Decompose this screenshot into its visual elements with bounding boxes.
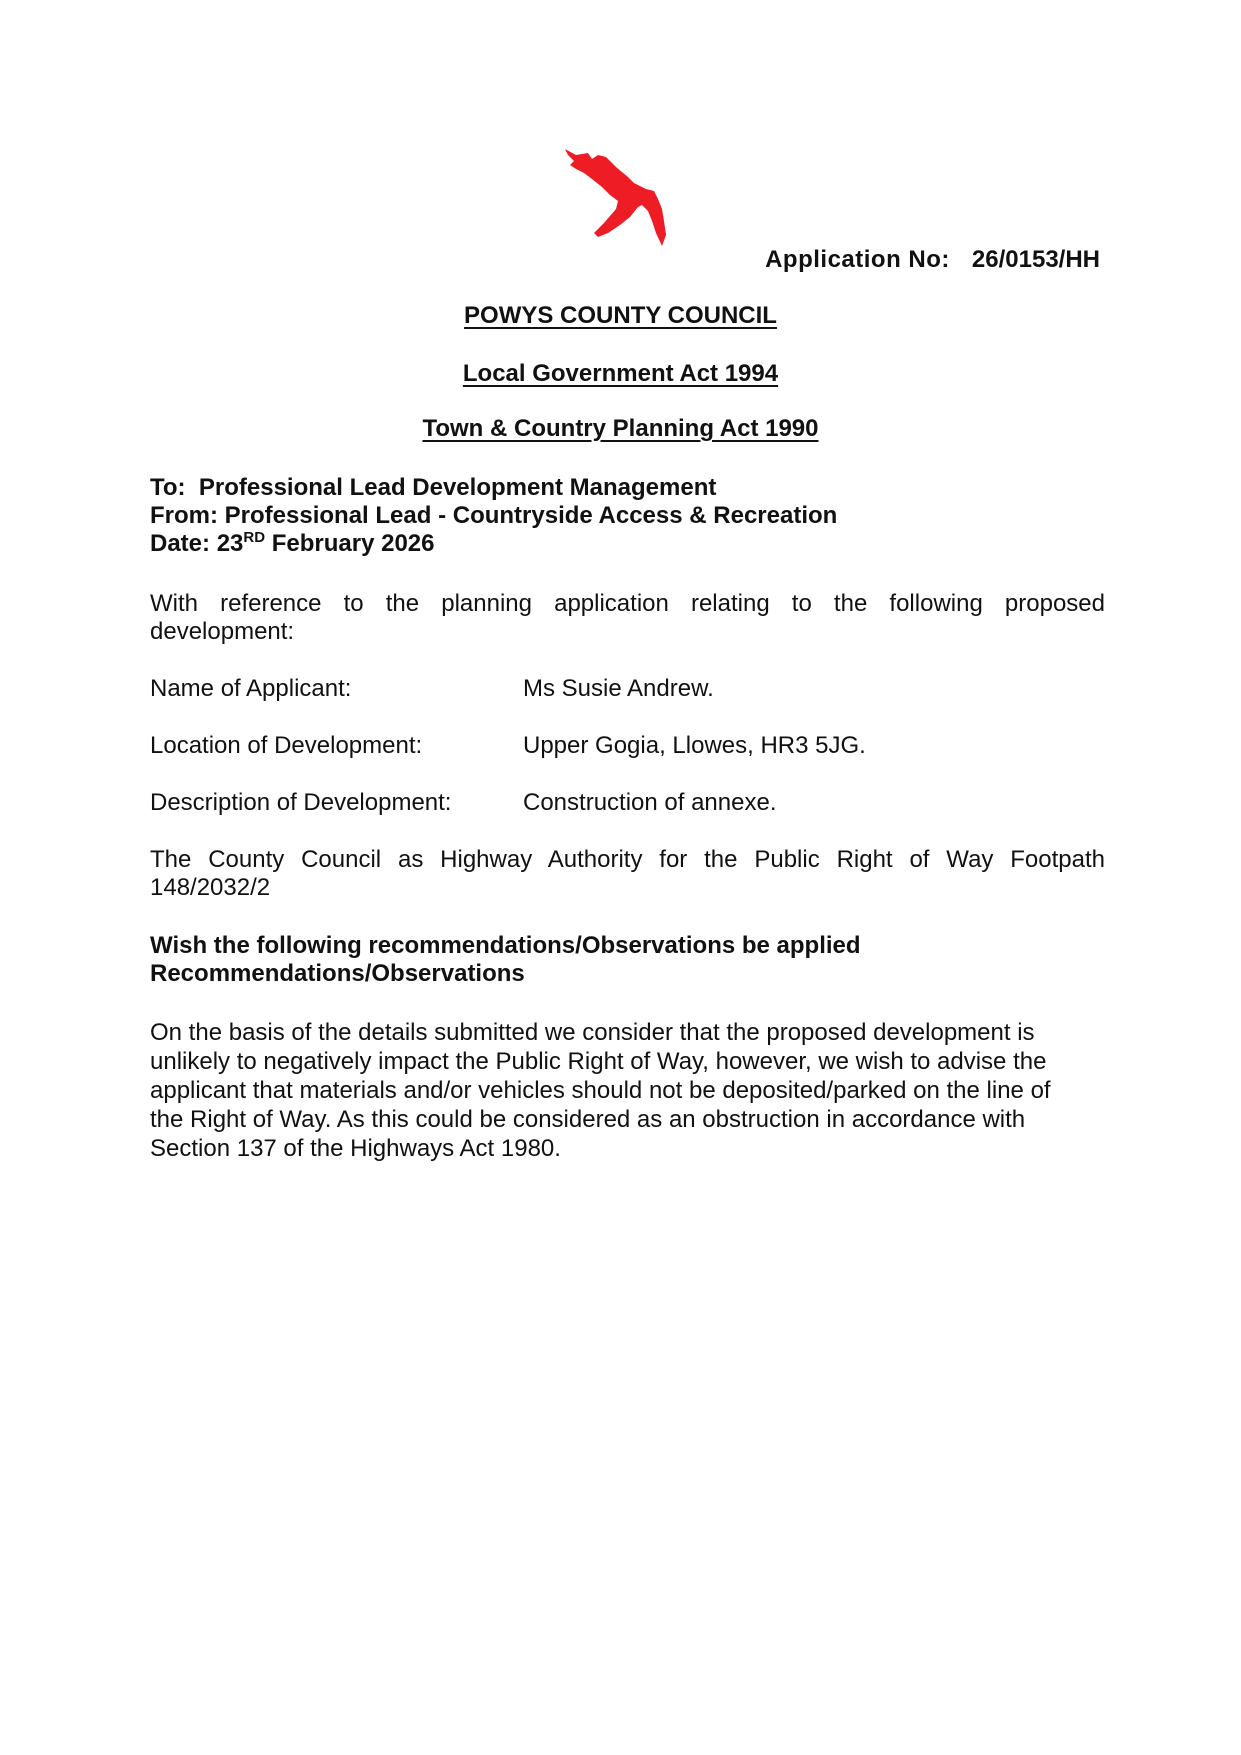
observation-paragraph: On the basis of the details submitted we consider that the proposed development is unlikely to negatively impact the Public Right of Way, however, we wish to advise the applicant that materials and/or vehicles should not be deposited/parked on the line of the Right of Way. As this could be considered as an obstruction in accordance with Section 137 of the Highways Act 1980. bbox=[150, 1019, 1051, 1162]
detail-label: Name of Applicant: bbox=[150, 675, 352, 702]
memo-to-label: To: bbox=[150, 474, 186, 501]
memo-date-label: Date: bbox=[150, 530, 211, 557]
recommendations-line-2: Recommendations/Observations bbox=[150, 960, 525, 987]
memo-from-value: Professional Lead - Countryside Access & Recreation bbox=[224, 502, 838, 529]
memo-from-label: From: bbox=[150, 502, 218, 529]
application-number-label: Application No: bbox=[765, 246, 950, 273]
memo-date-day: 23 bbox=[216, 530, 244, 557]
council-heading: POWYS COUNTY COUNCIL bbox=[464, 302, 777, 329]
memo-to-line bbox=[150, 474, 1105, 502]
red-kite-icon bbox=[562, 147, 674, 247]
detail-value: Ms Susie Andrew. bbox=[523, 675, 714, 702]
memo-date-rest: February 2026 bbox=[271, 530, 435, 557]
application-number-value: 26/0153/HH bbox=[971, 246, 1100, 273]
memo-header bbox=[150, 474, 1105, 558]
detail-value: Construction of annexe. bbox=[523, 789, 777, 816]
application-number-line bbox=[765, 246, 1100, 274]
detail-label: Location of Development: bbox=[150, 732, 423, 759]
detail-label: Description of Development: bbox=[150, 789, 452, 816]
local-government-act-heading: Local Government Act 1994 bbox=[462, 360, 779, 387]
memo-to-value: Professional Lead Development Management bbox=[198, 474, 717, 501]
intro-paragraph: With reference to the planning application relating to the following proposed development: bbox=[150, 590, 1105, 645]
memo-date-suffix: RD bbox=[243, 529, 266, 546]
recommendations-heading bbox=[150, 932, 1105, 988]
recommendations-line-1: Wish the following recommendations/Observations be applied bbox=[150, 932, 861, 959]
detail-value: Upper Gogia, Llowes, HR3 5JG. bbox=[523, 732, 866, 759]
authority-paragraph: The County Council as Highway Authority for the Public Right of Way Footpath 148/2032/2 bbox=[150, 846, 1105, 901]
memo-from-line bbox=[150, 502, 1105, 530]
memo-date-line bbox=[150, 530, 1105, 558]
planning-act-heading: Town & Country Planning Act 1990 bbox=[422, 415, 819, 442]
